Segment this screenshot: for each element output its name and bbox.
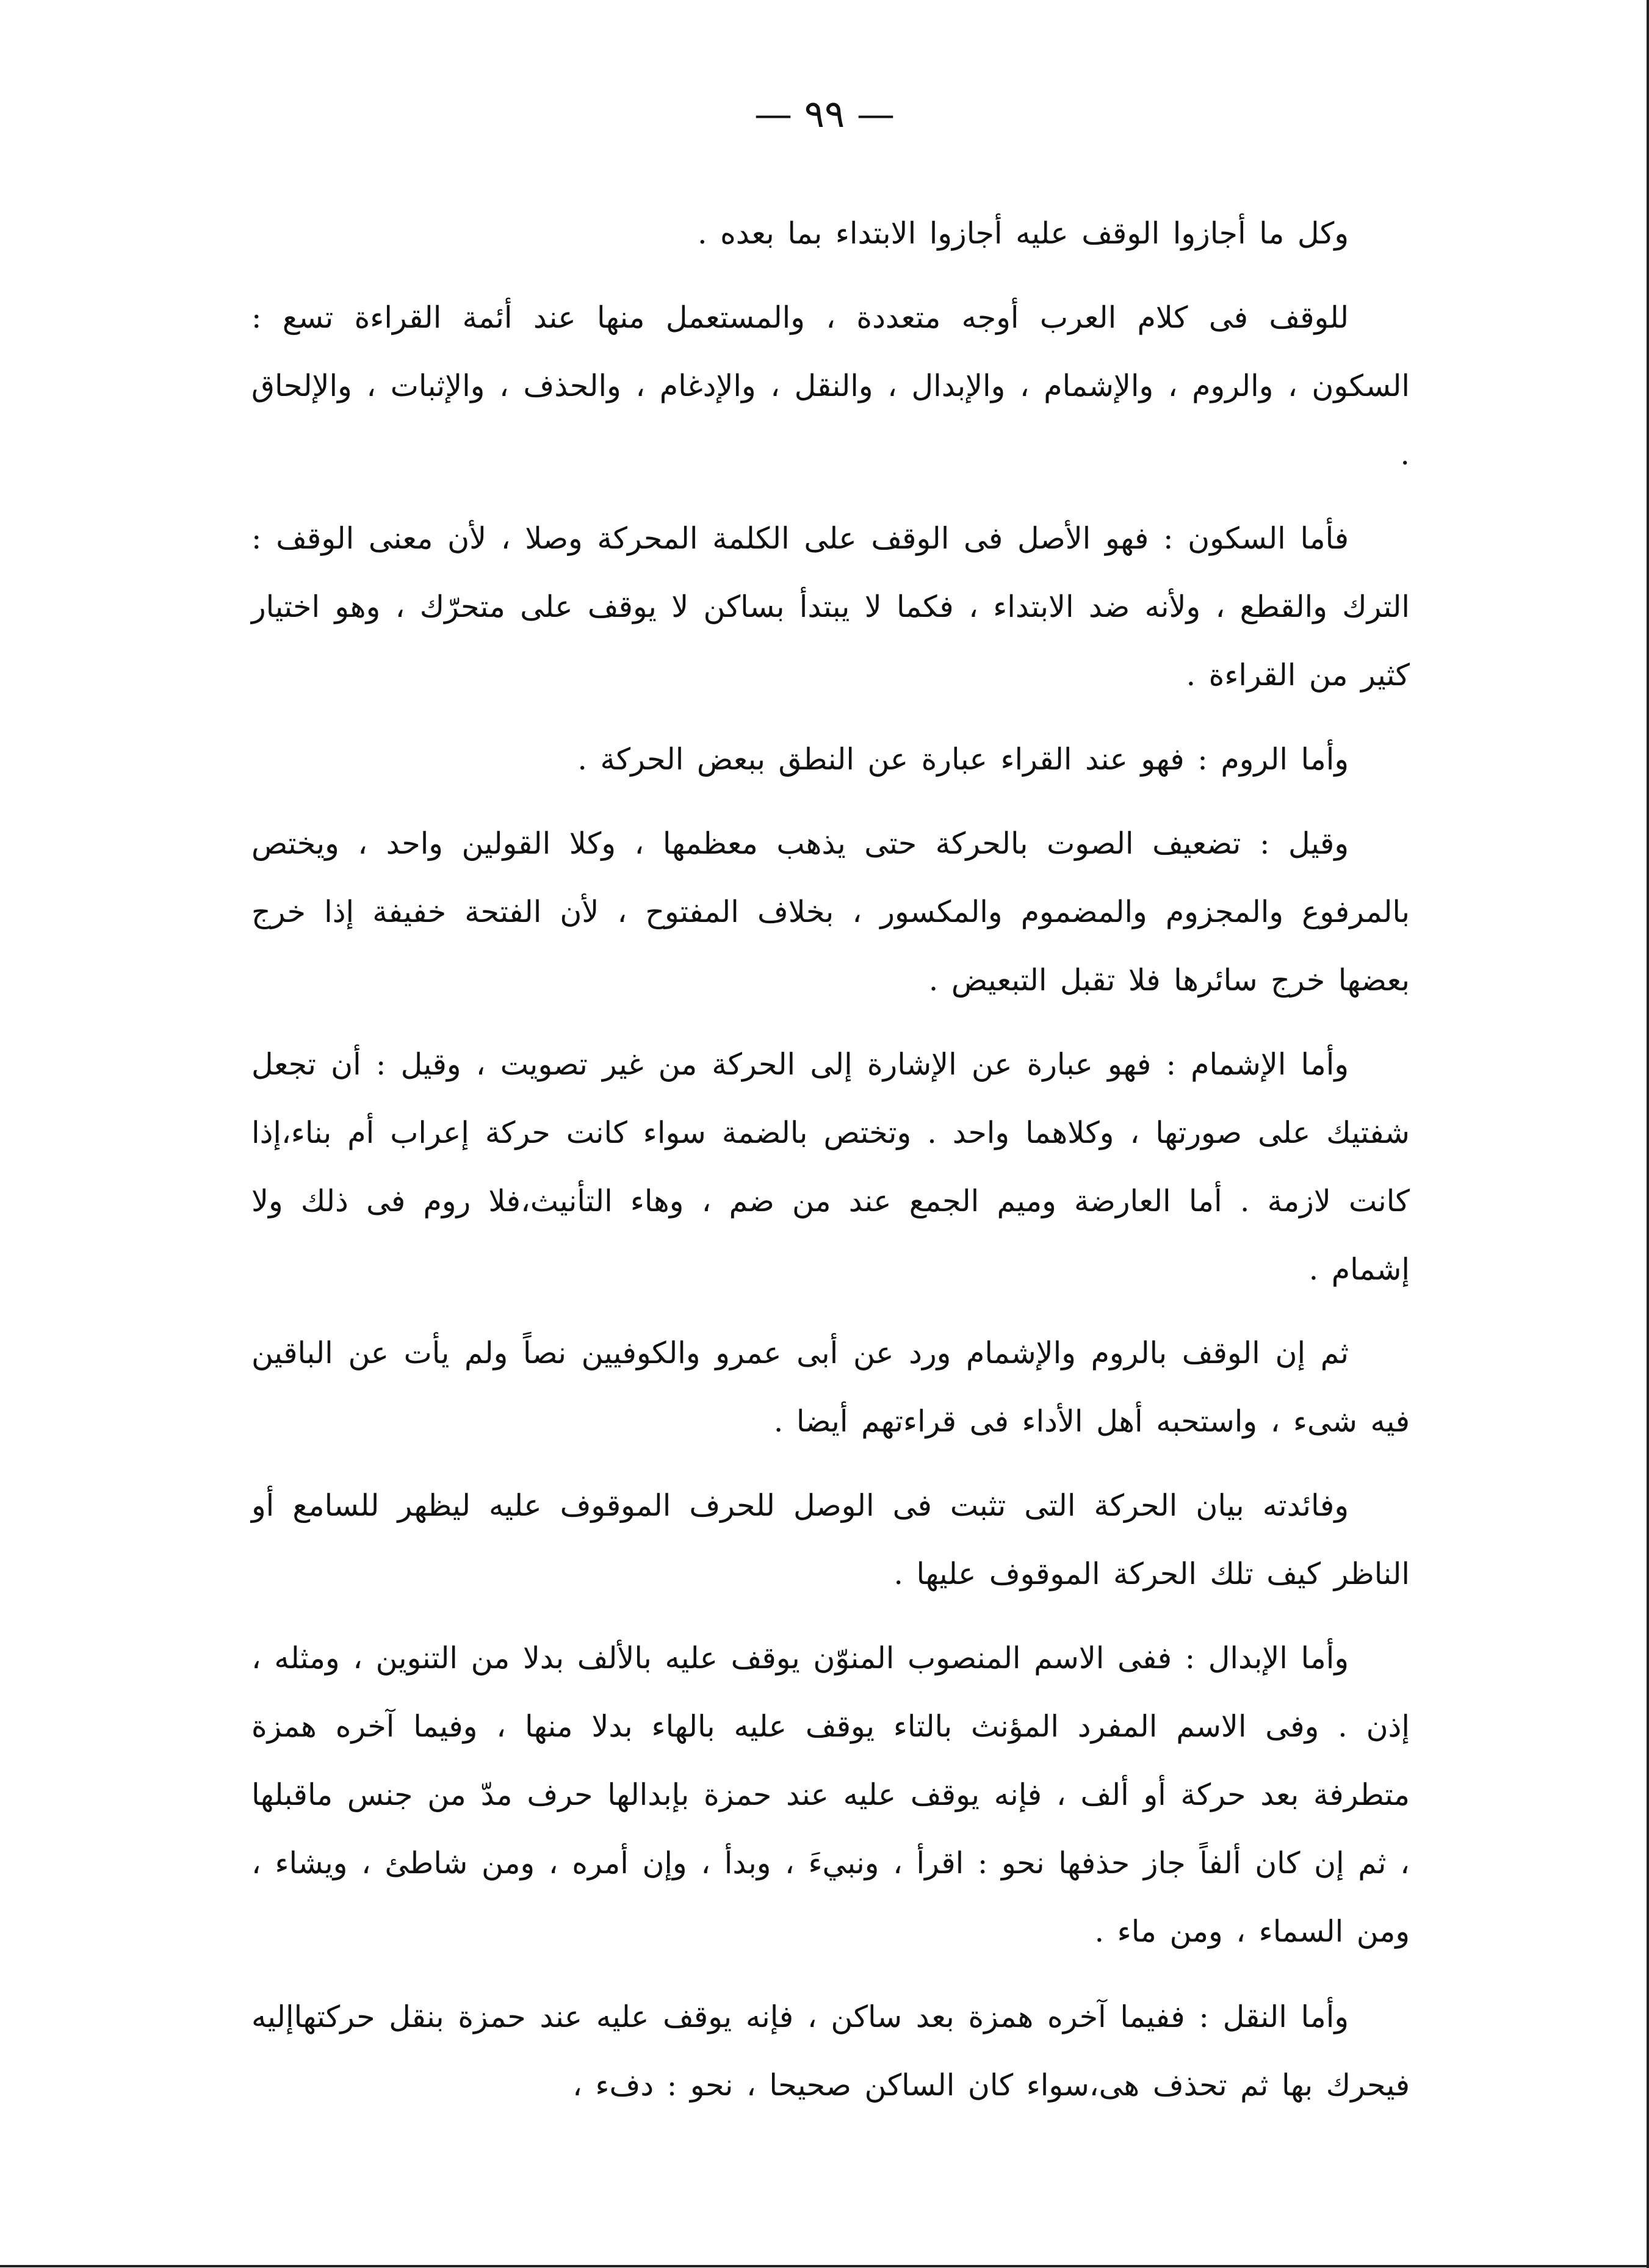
paragraph-9: وأما الإبدال : ففى الاسم المنصوب المنوّن يوقف عليه بالألف بدلا من التنوين ، ومثله ، إذن . وفى الاسم المفرد المؤنث بالتاء يوقف عليه بالهاء بدلا منها ، وفيما آخره همزة متطرفة بعد حركة أو ألف ، فإنه يوقف عليه عند حمزة بإبدالها حرف مدّ من جنس ماقبلها ، ثم إن كان ألفاً جاز حذفها نحو : اقرأ ، ونبيءَ ، وبدأ ، وإن أمره ، ومن شاطئ ، ويشاء ، ومن السماء ، ومن ماء . [251, 1641, 1410, 1949]
paragraph-5: وقيل : تضعيف الصوت بالحركة حتى يذهب معظمها ، وكلا القولين واحد ، ويختص بالمرفوع والمجزوم والمضموم والمكسور ، بخلاف المفتوح ، لأن الفتحة خفيفة إذا خرج بعضها خرج سائرها فلا تقبل التبعيض . [251, 826, 1410, 998]
page-number: — ٩٩ — [754, 92, 895, 136]
paragraph-8: وفائدته بيان الحركة التى تثبت فى الوصل للحرف الموقوف عليه ليظهر للسامع أو الناظر كيف تلك الحركة الموقوف عليها . [251, 1488, 1410, 1591]
paragraph-1: وكل ما أجازوا الوقف عليه أجازوا الابتداء بما بعده . [697, 216, 1349, 251]
scan-edge-bottom [0, 2265, 1649, 2267]
paragraph-10: وأما النقل : ففيما آخره همزة بعد ساكن ، فإنه يوقف عليه عند حمزة بنقل حركتهاإليه فيحرك بها ثم تحذف هى،سواء كان الساكن صحيحا ، نحو : دفء ، [251, 2000, 1410, 2103]
paragraph-7: ثم إن الوقف بالروم والإشمام ورد عن أبى عمرو والكوفيين نصاً ولم يأت عن الباقين فيه شىء ، واستحبه أهل الأداء فى قراءتهم أيضا . [251, 1336, 1410, 1439]
paragraph-2: للوقف فى كلام العرب أوجه متعددة ، والمستعمل منها عند أئمة القراءة تسع : السكون ، والروم ، والإشمام ، والإبدال ، والنقل ، والإدغام ، والحذف ، والإثبات ، والإلحاق . [251, 300, 1410, 472]
scan-edge-right [1647, 0, 1649, 2268]
paragraph-4: وأما الروم : فهو عند القراء عبارة عن النطق ببعض الحركة . [577, 742, 1349, 777]
paragraph-3: فأما السكون : فهو الأصل فى الوقف على الكلمة المحركة وصلا ، لأن معنى الوقف : الترك والقطع ، ولأنه ضد الابتداء ، فكما لا يبتدأ بساكن لا يوقف على متحرّك ، وهو اختيار كثير من القراءة . [251, 521, 1410, 693]
paragraph-6: وأما الإشمام : فهو عبارة عن الإشارة إلى الحركة من غير تصويت ، وقيل : أن تجعل شفتيك على صورتها ، وكلاهما واحد . وتختص بالضمة سواء كانت حركة إعراب أم بناء،إذا كانت لازمة . أما العارضة وميم الجمع عند من ضم ، وهاء التأنيث،فلا روم فى ذلك ولا إشمام . [251, 1047, 1410, 1287]
